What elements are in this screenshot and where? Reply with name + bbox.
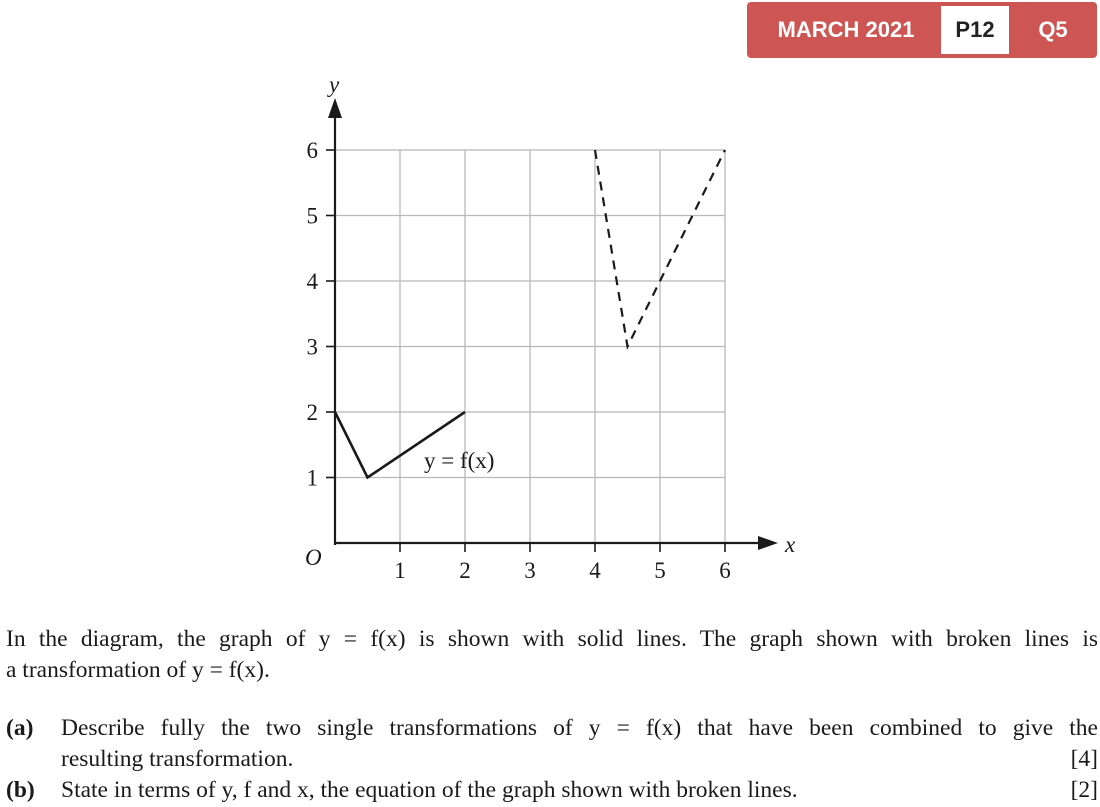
tick-labels: [307, 138, 731, 583]
part-b-marks: [2]: [1070, 777, 1098, 803]
curve-label: y = f(x): [424, 448, 495, 473]
intro-line-1: In the diagram, the graph of y = f(x) is shown with solid lines. The graph shown with broken lines is: [6, 626, 1098, 652]
exam-session-label: MARCH 2021: [777, 17, 915, 42]
part-b-text: State in terms of y, f and x, the equation of the graph shown with broken lines.: [61, 777, 798, 803]
part-a-text: [61, 713, 1098, 775]
y-axis-label: y: [329, 72, 340, 97]
x-tick-label: 6: [719, 558, 731, 583]
x-tick-label: 3: [524, 558, 536, 583]
part-a-marks: [4]: [1070, 746, 1098, 772]
x-axis-label: x: [785, 532, 796, 557]
exam-reference-badge: [747, 2, 1097, 58]
y-tick-label: 6: [306, 138, 318, 163]
question-intro: [6, 624, 1098, 686]
y-tick-label: 2: [306, 400, 318, 425]
x-tick-label: 1: [394, 558, 406, 583]
axes: [328, 98, 778, 550]
paper-number-label: P12: [941, 6, 1009, 54]
x-axis-arrow-icon: [758, 536, 778, 550]
part-a-line-1: Describe fully the two single transformations of y = f(x) that have been combined to give the: [61, 715, 1098, 741]
x-tick-label: 5: [654, 558, 666, 583]
grid-lines: [335, 150, 725, 543]
y-tick-label: 4: [306, 269, 318, 294]
y-tick-label: 1: [306, 465, 318, 491]
x-tick-label: 2: [459, 558, 471, 583]
part-a-line-2: resulting transformation.: [61, 746, 294, 772]
part-b-label: (b): [6, 777, 35, 803]
question-number-label: Q5: [1038, 17, 1068, 42]
axis-ticks: [326, 150, 725, 552]
y-tick-label: 5: [306, 203, 318, 229]
part-a-label: (a): [6, 715, 34, 741]
y-tick-label: 3: [306, 334, 318, 360]
transformation-graph: [0, 60, 820, 600]
intro-line-2: a transformation of y = f(x).: [6, 657, 270, 683]
x-tick-label: 4: [589, 558, 601, 583]
origin-label: O: [305, 545, 322, 570]
y-axis-arrow-icon: [328, 98, 342, 118]
